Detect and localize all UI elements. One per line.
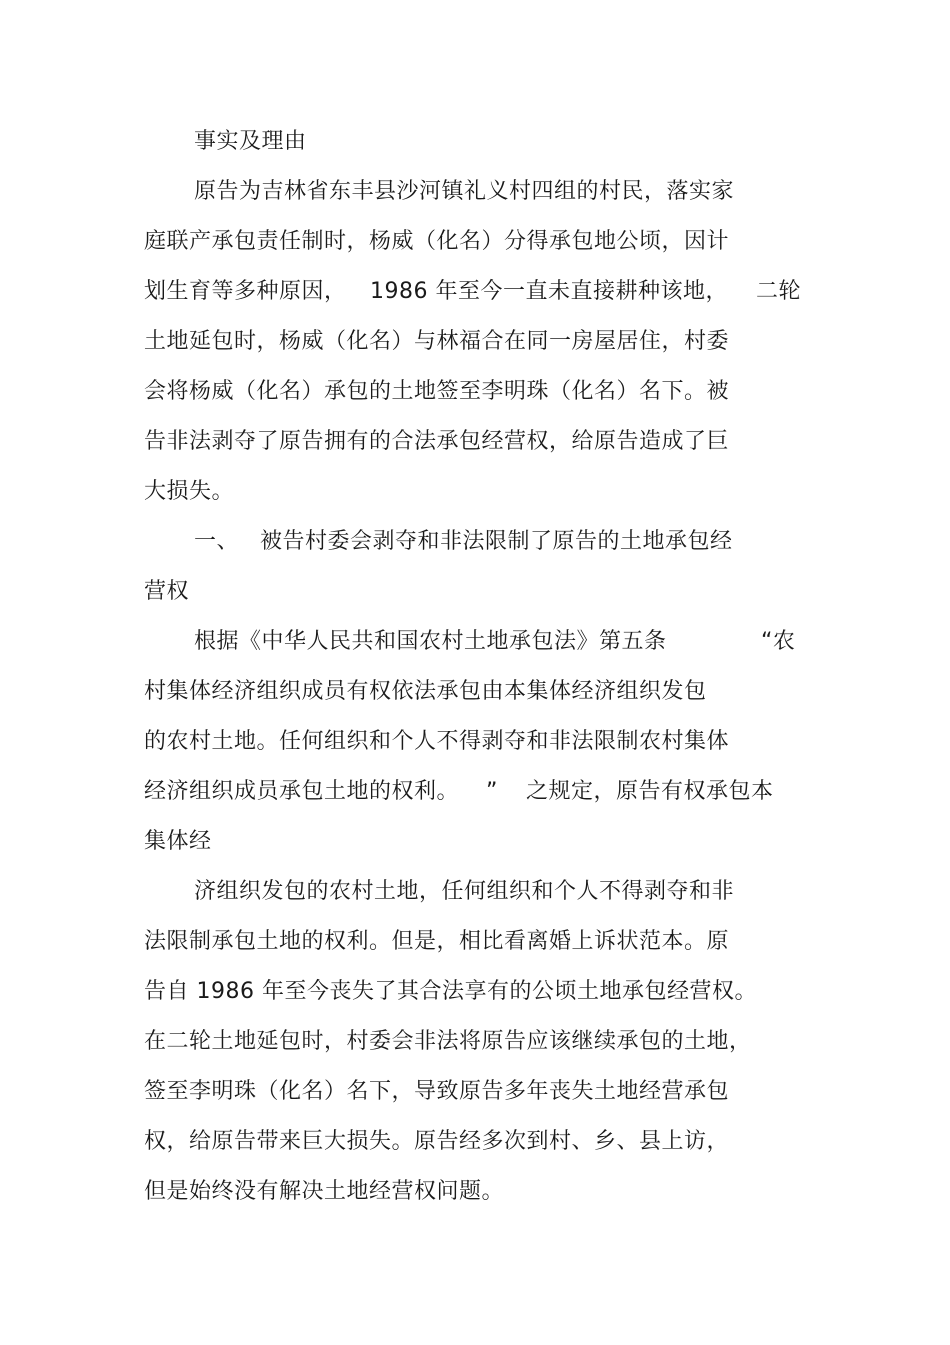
text-segment: 1986 年至今一直未直接耕种该地， xyxy=(370,279,728,304)
paragraph-line: 集体经 xyxy=(144,829,212,854)
paragraph-line: 法限制承包土地的权利。但是，相比看离婚上诉状范本。原 xyxy=(144,929,730,954)
list-number: 一、 xyxy=(194,529,240,554)
paragraph-line: 权，给原告带来巨大损失。原告经多次到村、乡、县上访， xyxy=(144,1129,730,1154)
text-segment: 经济组织成员承包土地的权利。 xyxy=(144,779,460,804)
text-segment: 二轮 xyxy=(756,279,802,304)
paragraph-line: 村集体经济组织成员有权依法承包由本集体经济组织发包 xyxy=(144,679,707,704)
text-segment: 之规定，原告有权承包本 xyxy=(526,779,774,804)
text-segment: “农 xyxy=(761,629,796,654)
paragraph-line: 但是始终没有解决土地经营权问题。 xyxy=(144,1179,505,1204)
paragraph-line: 庭联产承包责任制时，杨威（化名）分得承包地公顷，因计 xyxy=(144,229,730,254)
paragraph-line: 告自 1986 年至今丧失了其合法享有的公顷土地承包经营权。 xyxy=(144,979,757,1004)
paragraph-line: 签至李明珠（化名）名下，导致原告多年丧失土地经营承包 xyxy=(144,1079,730,1104)
section-heading: 事实及理由 xyxy=(194,129,307,154)
paragraph-line: 的农村土地。任何组织和个人不得剥夺和非法限制农村集体 xyxy=(144,729,730,754)
subheading-line: 营权 xyxy=(144,579,190,604)
paragraph-line: 原告为吉林省东丰县沙河镇礼义村四组的村民，落实家 xyxy=(194,179,735,204)
paragraph-line: 会将杨威（化名）承包的土地签至李明珠（化名）名下。被 xyxy=(144,379,730,404)
text-segment: ” xyxy=(486,779,498,804)
paragraph-line: 告非法剥夺了原告拥有的合法承包经营权，给原告造成了巨 xyxy=(144,429,730,454)
text-segment: 根据《中华人民共和国农村土地承包法》第五条 xyxy=(194,629,667,654)
subheading-text: 被告村委会剥夺和非法限制了原告的土地承包经 xyxy=(260,529,733,554)
paragraph-line: 在二轮土地延包时，村委会非法将原告应该继续承包的土地， xyxy=(144,1029,752,1054)
paragraph-line: 土地延包时，杨威（化名）与林福合在同一房屋居住，村委 xyxy=(144,329,730,354)
text-segment: 划生育等多种原因， xyxy=(144,279,347,304)
paragraph-line: 大损失。 xyxy=(144,479,235,504)
paragraph-line: 济组织发包的农村土地，任何组织和个人不得剥夺和非 xyxy=(194,879,735,904)
